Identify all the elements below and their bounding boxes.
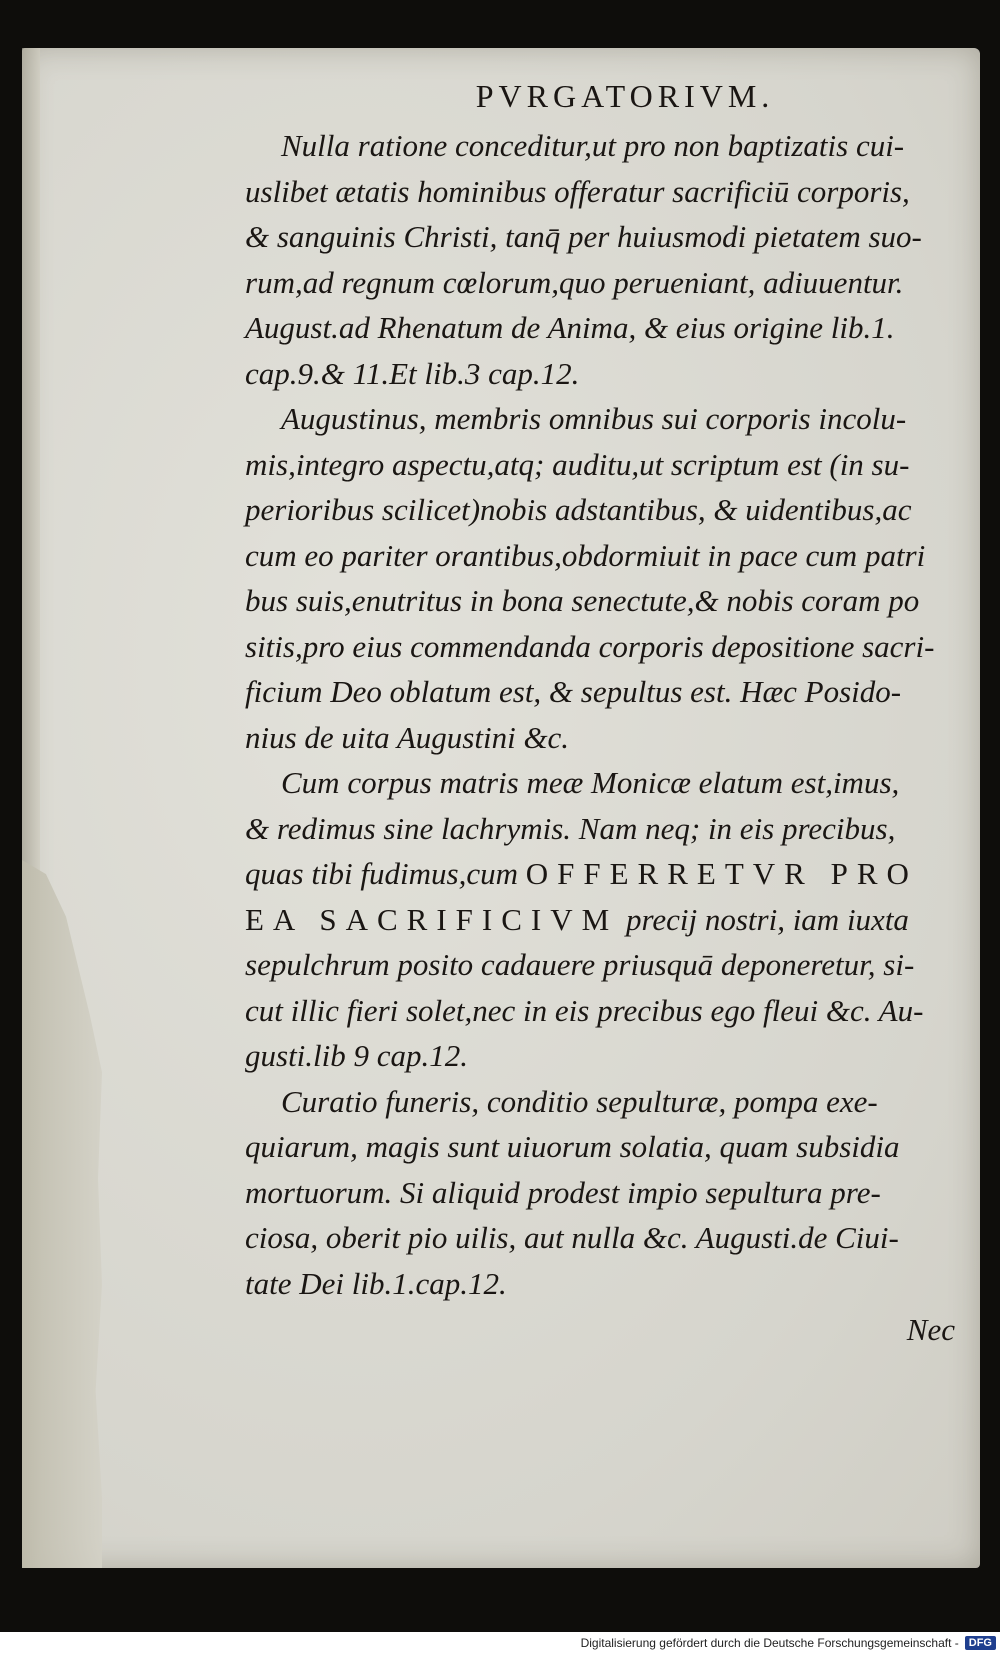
small-caps-phrase: OFFERRETVR PRO [525,856,918,891]
page-text [245,78,965,1348]
text-line [245,851,965,897]
paragraph-4 [245,1079,965,1307]
text-line: ciosa, oberit pio uilis, aut nulla &c. Augusti.de Ciui- [245,1220,899,1255]
text-line: sitis,pro eius commendanda corporis depositione sacri- [245,628,935,664]
text-segment: quas tibi fudimus,cum [245,856,518,891]
text-line [245,897,965,943]
text-line: cut illic fieri solet,nec in eis precibus ego fleui &c. Au- [245,992,924,1028]
text-line: sepulchrum posito cadauere priusquā deponeretur, si- [245,947,915,982]
catchword: Nec [906,1312,955,1347]
paragraph-3 [245,760,965,1079]
text-line: Augustinus, membris omnibus sui corporis incolu- [281,401,907,436]
text-line: & redimus sine lachrymis. Nam neq; in eis precibus, [245,810,896,846]
text-line: cum eo pariter orantibus,obdormiuit in pace cum patri [245,537,926,573]
paragraph-2 [245,396,965,760]
dfg-logo-icon: DFG [965,1636,996,1650]
digitization-footer [0,1632,1000,1654]
text-line: rum,ad regnum cœlorum,quo perueniant, adiuuentur. [245,264,904,300]
text-line: cap.9.& 11.Et lib.3 cap.12. [245,355,580,391]
paragraph-1 [245,123,965,396]
text-line: perioribus scilicet)nobis adstantibus, & uidentibus,ac [245,492,912,527]
text-line: & sanguinis Christi, tanq̄ per huiusmodi pietatem suo- [245,219,922,254]
text-line: mortuorum. Si aliquid prodest impio sepultura pre- [245,1174,881,1210]
footer-credit: Digitalisierung gefördert durch die Deutsche Forschungsgemeinschaft - [580,1636,959,1650]
text-line: ficium Deo oblatum est, & sepultus est. Hæc Posido- [245,674,902,709]
text-line: bus suis,enutritus in bona senectute,& nobis coram po [245,583,920,618]
text-line: Cum corpus matris meæ Monicæ elatum est,imus, [281,765,900,800]
text-line: tate Dei lib.1.cap.12. [245,1265,507,1301]
small-caps-phrase: EA SACRIFICIVM [245,901,619,937]
text-line: quiarum, magis sunt uiuorum solatia, quam subsidia [245,1129,900,1164]
text-segment: precij nostri, iam iuxta [625,901,909,937]
text-line: Nulla ratione conceditur,ut pro non baptizatis cui- [281,128,905,163]
text-line: August.ad Rhenatum de Anima, & eius origine lib.1. [245,310,895,345]
text-line: uslibet ætatis hominibus offeratur sacrificiū corporis, [245,173,910,209]
text-line: nius de uita Augustini &c. [245,719,570,755]
text-line: mis,integro aspectu,atq; auditu,ut scriptum est (in su- [245,446,910,482]
text-line: gusti.lib 9 cap.12. [245,1038,469,1073]
running-head: PVRGATORIVM. [475,78,775,114]
text-line: Curatio funeris, conditio sepulturæ, pompa exe- [281,1083,878,1119]
